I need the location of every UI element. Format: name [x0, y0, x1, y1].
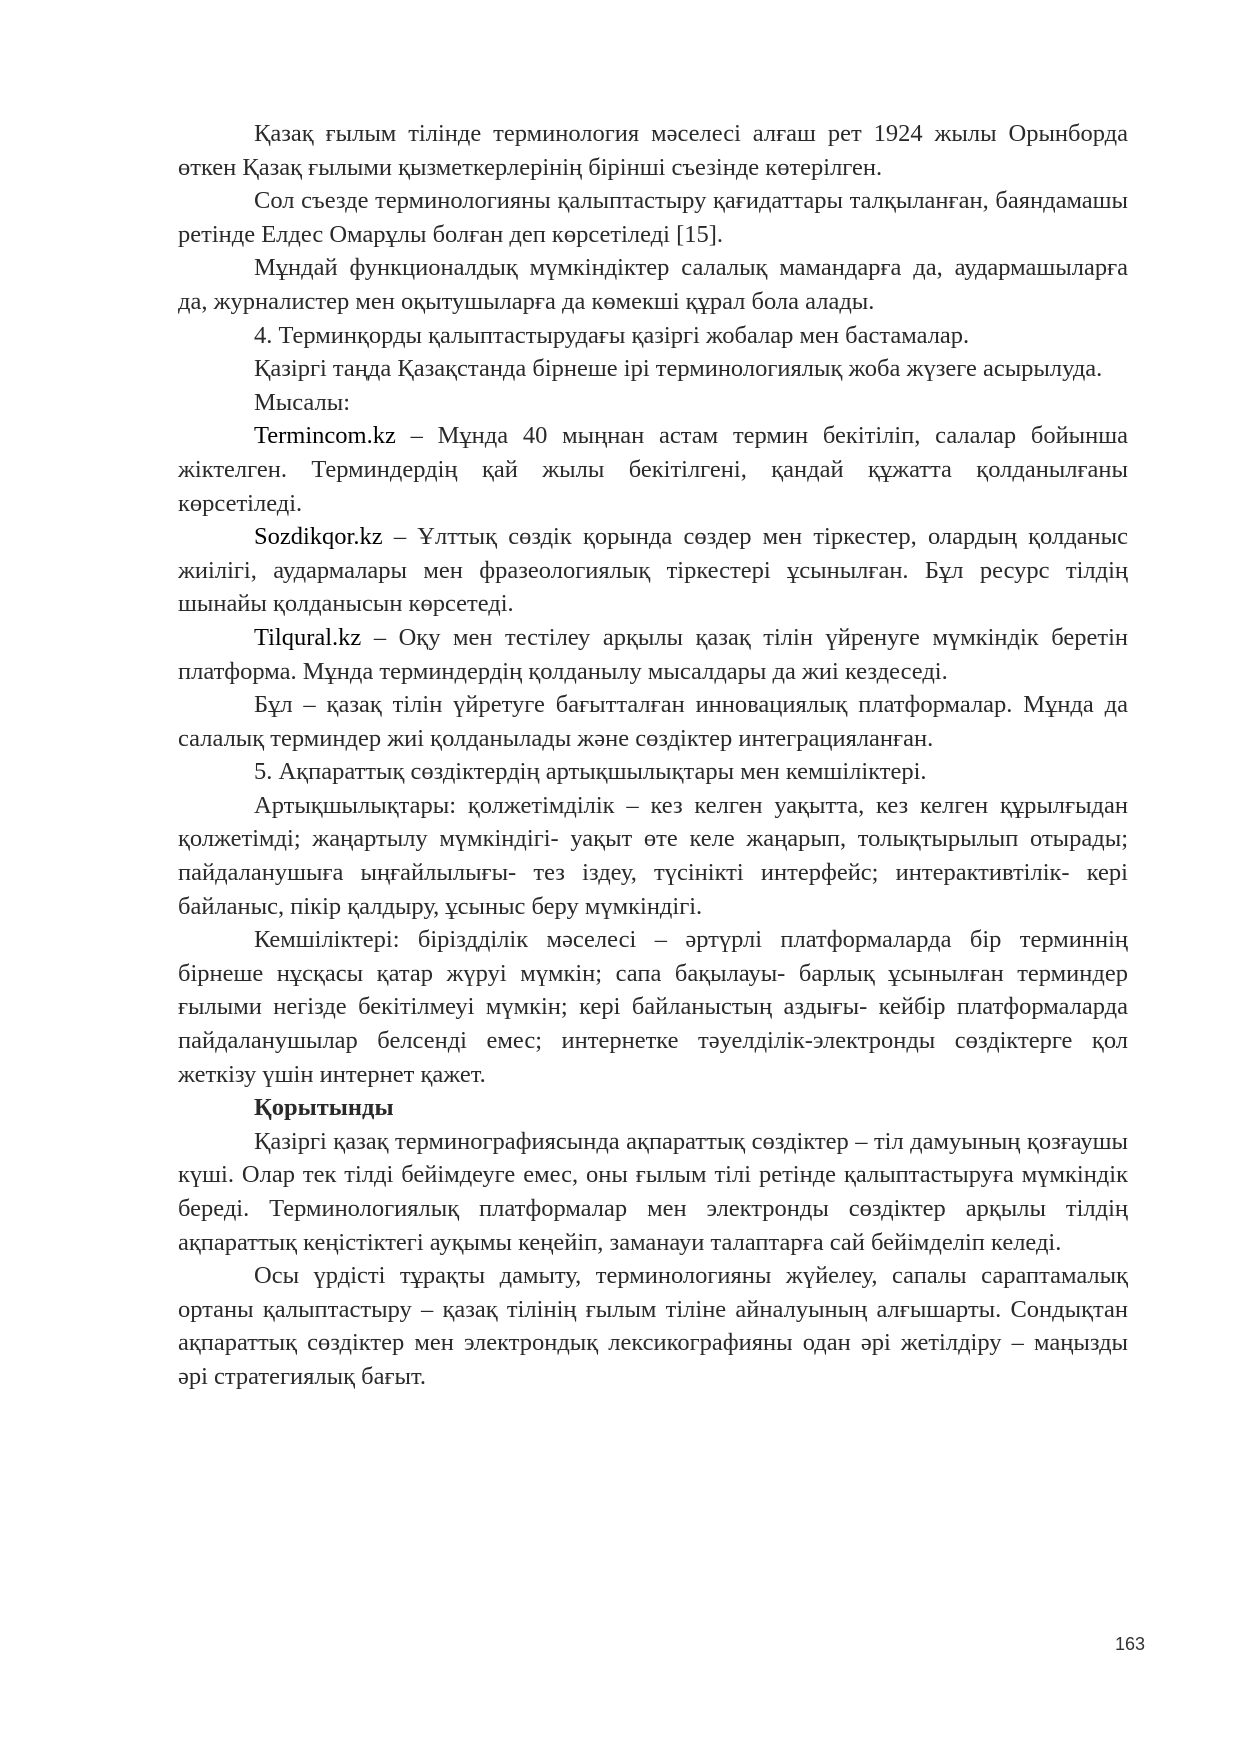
termincom-text: – Мұнда 40 мыңнан астам термин бекітіліп, салалар бойынша жіктелген. Терминдердің қай жылы бекітілгені, қандай құжатта қолданылғаны көрсетіледі. — [178, 422, 1128, 517]
sozdikqor-term: Sozdikqor.kz — [254, 523, 383, 551]
paragraph-disadvantages: Кемшіліктері: біріздділік мәселесі – әртүрлі платформаларда бір терминнің бірнеше нұсқасы қатар жүруі мүмкін; сапа бақылауы- барлық ұсынылған терминдер ғылыми негізде бекітілмеуі мүмкін; кері байланыстың аздығы- кейбір платформаларда пайдаланушылар белсенді емес; интернетке тәуелділік-электронды сөздіктерге қол жеткізу үшін интернет қажет. — [178, 926, 1128, 1088]
paragraph-1: Қазақ ғылым тілінде терминология мәселесі алғаш рет 1924 жылы Орынборда өткен Қазақ ғылыми қызметкерлерінің бірінші съезінде көтерілген. — [178, 120, 1128, 181]
paragraph-termincom — [178, 419, 1128, 520]
paragraph-5: Қазіргі таңда Қазақстанда бірнеше ірі терминологиялық жоба жүзеге асырылуда. — [254, 355, 1103, 383]
termincom-term: Termincom.kz — [254, 422, 396, 450]
paragraph-sozdikqor — [178, 520, 1128, 621]
page-body — [178, 117, 1128, 1394]
paragraph-3: Мұндай функционалдық мүмкіндіктер салалық мамандарға да, аудармашыларға да, журналистер мен оқытушыларға да көмекші құрал бола алады. — [178, 254, 1128, 315]
paragraph-tilqural — [178, 621, 1128, 688]
paragraph-advantages: Артықшылықтары: қолжетімділік – кез келген уақытта, кез келген құрылғыдан қолжетімді; жаңартылу мүмкіндігі- уақыт өте келе жаңарып, толықтырылып отырады; пайдаланушыға ыңғайлылығы- тез іздеу, түсінікті интерфейс; интерактивтілік- кері байланыс, пікір қалдыру, ұсыныс беру мүмкіндігі. — [178, 791, 1128, 920]
tilqural-text: – Оқу мен тестілеу арқылы қазақ тілін үйренуге мүмкіндік беретін платформа. Мұнда терминдердің қолданылу мысалдары да жиі кездеседі. — [178, 623, 1128, 685]
sozdikqor-text: – Ұлттық сөздік қорында сөздер мен тіркестер, олардың қолданыс жиілігі, аудармалары мен фразеологиялық тіркестері ұсынылған. Бұл ресурс тілдің шынайы қолданысын көрсетеді. — [178, 523, 1128, 618]
paragraph-10: Бұл – қазақ тілін үйретуге бағытталған инновациялық платформалар. Мұнда да салалық терминдер жиі қолданылады және сөздіктер интеграцияланған. — [178, 691, 1128, 752]
paragraph-2: Сол съезде терминологияны қалыптастыру қағидаттары талқыланған, баяндамашы ретінде Елдес Омарұлы болған деп көрсетіледі [15]. — [178, 187, 1128, 248]
page-number: 163 — [1115, 1634, 1146, 1654]
paragraph-4: 4. Терминқорды қалыптастырудағы қазіргі жобалар мен бастамалар. — [254, 321, 970, 349]
paragraph-conclusion-2: Осы үрдісті тұрақты дамыту, терминологияны жүйелеу, сапалы сараптамалық ортаны қалыптастыру – қазақ тілінің ғылым тіліне айналуының алғышарты. Сондықтан ақпараттық сөздіктер мен электрондық лексикографияны одан әрі жетілдіру – маңызды әрі стратегиялық бағыт. — [178, 1262, 1128, 1390]
paragraph-conclusion-1: Қазіргі қазақ терминографиясында ақпараттық сөздіктер – тіл дамуының қозғаушы күші. Олар тек тілді бейімдеуге емес, оны ғылым тілі ретінде қалыптастыруға мүмкіндік береді. Терминологиялық платформалар мен электронды сөздіктер арқылы тілдің ақпараттық кеңістіктегі ауқымы кеңейіп, заманауи талаптарға сай бейімделіп келеді. — [178, 1127, 1128, 1256]
tilqural-term: Tilqural.kz — [254, 623, 362, 651]
conclusion-heading: Қорытынды — [254, 1094, 394, 1122]
paragraph-6: Мысалы: — [254, 388, 351, 416]
paragraph-11: 5. Ақпараттық сөздіктердің артықшылықтары мен кемшіліктері. — [254, 758, 927, 786]
